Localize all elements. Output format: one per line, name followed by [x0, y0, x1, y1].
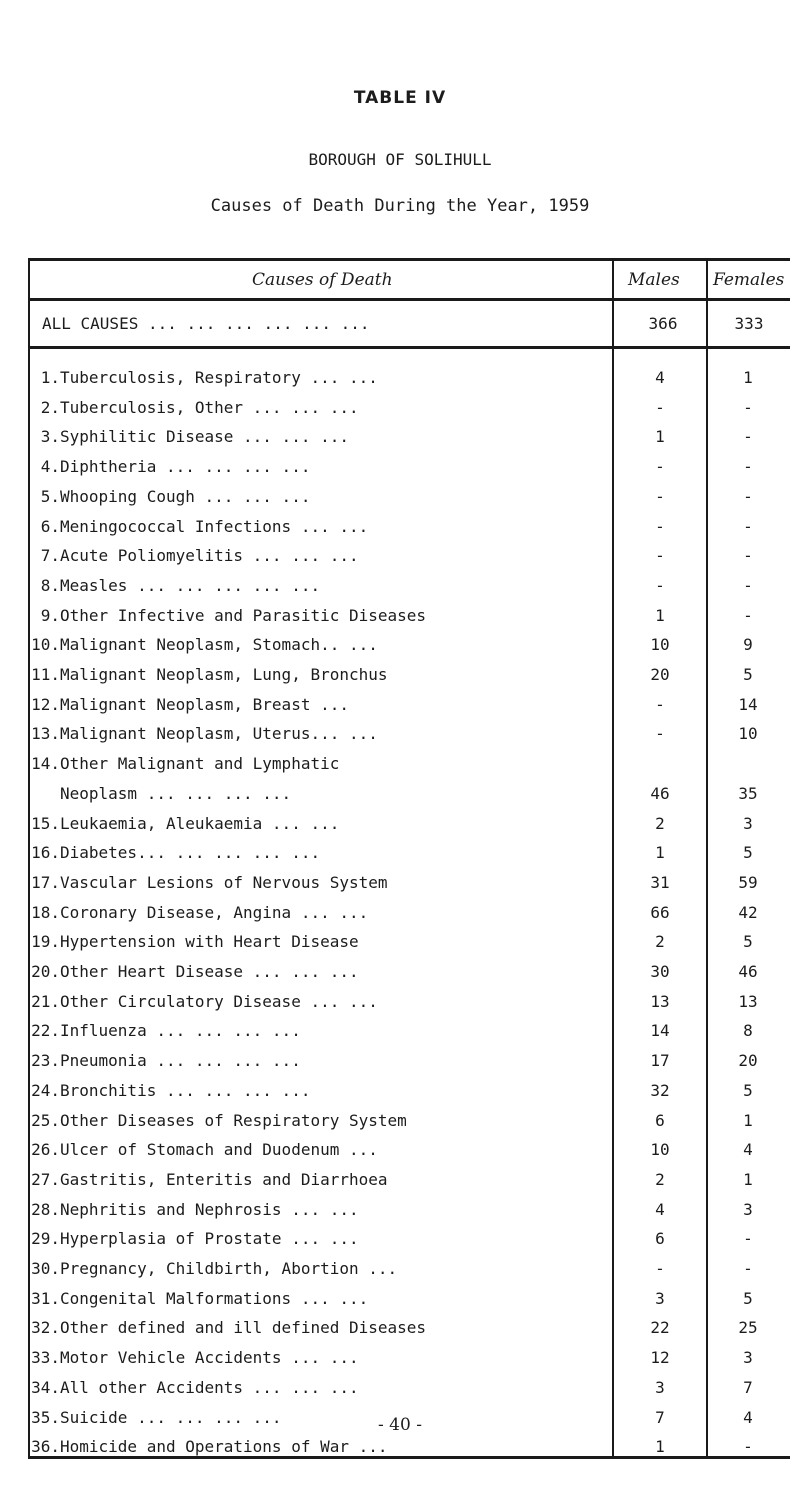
- row-number: 9.: [40, 606, 60, 625]
- row-number: 22.: [31, 1021, 60, 1040]
- females-count: 7: [743, 1378, 753, 1397]
- females-count: 1: [743, 368, 753, 387]
- males-count: 2: [655, 932, 665, 951]
- cause-name: Whooping Cough ... ... ...: [60, 487, 311, 506]
- females-column-divider: [706, 258, 708, 1458]
- cause-name: Hyperplasia of Prostate ... ...: [60, 1229, 359, 1248]
- males-count: 17: [650, 1051, 670, 1070]
- females-count: 4: [743, 1140, 753, 1159]
- row-number: 31.: [31, 1289, 60, 1308]
- row-number: 33.: [31, 1348, 60, 1367]
- row-number: 36.: [31, 1437, 60, 1456]
- all-causes-females: 333: [734, 314, 764, 333]
- row-number: 3.: [40, 427, 60, 446]
- row-number: 29.: [31, 1229, 60, 1248]
- row-number: 19.: [31, 932, 60, 951]
- row-number: 26.: [31, 1140, 60, 1159]
- females-count: 8: [743, 1021, 753, 1040]
- males-count: 12: [650, 1348, 670, 1367]
- cause-name: Tuberculosis, Other ... ... ...: [60, 398, 359, 417]
- cause-name: Tuberculosis, Respiratory ... ...: [60, 368, 378, 387]
- females-count: 5: [743, 1081, 753, 1100]
- males-count: 32: [650, 1081, 670, 1100]
- females-count: 9: [743, 635, 753, 654]
- cause-name: Other Malignant and Lymphatic: [60, 754, 340, 773]
- males-count: 1: [655, 1437, 665, 1456]
- cause-name: Other Circulatory Disease ... ...: [60, 992, 378, 1011]
- cause-name: Suicide ... ... ... ...: [60, 1408, 282, 1427]
- males-count: 2: [655, 814, 665, 833]
- row-number: 12.: [31, 695, 60, 714]
- cause-name: Meningococcal Infections ... ...: [60, 517, 369, 536]
- cause-name: Pregnancy, Childbirth, Abortion ...: [60, 1259, 398, 1278]
- females-count: 1: [743, 1111, 753, 1130]
- males-count: 1: [655, 843, 665, 862]
- header-divider: [28, 298, 790, 301]
- males-count: -: [655, 517, 665, 536]
- females-count: 5: [743, 843, 753, 862]
- cause-name: Influenza ... ... ... ...: [60, 1021, 301, 1040]
- row-number: 23.: [31, 1051, 60, 1070]
- males-count: 4: [655, 368, 665, 387]
- cause-name: Nephritis and Nephrosis ... ...: [60, 1200, 359, 1219]
- row-number: 34.: [31, 1378, 60, 1397]
- cause-name: Bronchitis ... ... ... ...: [60, 1081, 311, 1100]
- females-column-header: Females: [713, 270, 785, 290]
- males-count: -: [655, 576, 665, 595]
- females-count: -: [743, 1229, 753, 1248]
- females-count: 3: [743, 814, 753, 833]
- row-number: 5.: [40, 487, 60, 506]
- males-count: 10: [650, 1140, 670, 1159]
- cause-name: Gastritis, Enteritis and Diarrhoea: [60, 1170, 388, 1189]
- cause-name: Homicide and Operations of War ...: [60, 1437, 388, 1456]
- males-count: 2: [655, 1170, 665, 1189]
- males-count: 10: [650, 635, 670, 654]
- females-count: 46: [738, 962, 758, 981]
- row-number: 8.: [40, 576, 60, 595]
- females-count: 20: [738, 1051, 758, 1070]
- cause-name: Coronary Disease, Angina ... ...: [60, 903, 369, 922]
- cause-name: All other Accidents ... ... ...: [60, 1378, 359, 1397]
- males-count: 30: [650, 962, 670, 981]
- cause-name: Congenital Malformations ... ...: [60, 1289, 369, 1308]
- males-count: -: [655, 1259, 665, 1278]
- males-count: -: [655, 546, 665, 565]
- causes-column-header: Causes of Death: [252, 270, 393, 290]
- females-count: 13: [738, 992, 758, 1011]
- cause-name: Diabetes... ... ... ... ...: [60, 843, 321, 862]
- females-count: -: [743, 427, 753, 446]
- row-number: 14.: [31, 754, 60, 773]
- cause-name: Measles ... ... ... ... ...: [60, 576, 321, 595]
- cause-name: Neoplasm ... ... ... ...: [60, 784, 292, 803]
- males-count: 14: [650, 1021, 670, 1040]
- males-count: -: [655, 457, 665, 476]
- row-number: 35.: [31, 1408, 60, 1427]
- females-count: -: [743, 487, 753, 506]
- table-label: TABLE IV: [353, 88, 447, 108]
- females-count: 35: [738, 784, 758, 803]
- row-number: 15.: [31, 814, 60, 833]
- females-count: -: [743, 1259, 753, 1278]
- cause-name: Hypertension with Heart Disease: [60, 932, 359, 951]
- row-number: 6.: [40, 517, 60, 536]
- row-number: 25.: [31, 1111, 60, 1130]
- cause-name: Syphilitic Disease ... ... ...: [60, 427, 349, 446]
- females-count: 3: [743, 1200, 753, 1219]
- row-number: 28.: [31, 1200, 60, 1219]
- males-count: -: [655, 724, 665, 743]
- females-count: 59: [738, 873, 758, 892]
- row-number: 1.: [40, 368, 60, 387]
- males-count: 3: [655, 1378, 665, 1397]
- males-count: 13: [650, 992, 670, 1011]
- cause-name: Other Diseases of Respiratory System: [60, 1111, 407, 1130]
- females-count: 14: [738, 695, 758, 714]
- females-count: 1: [743, 1170, 753, 1189]
- frame-top-border: [28, 258, 790, 261]
- males-count: 3: [655, 1289, 665, 1308]
- row-number: 17.: [31, 873, 60, 892]
- cause-name: Acute Poliomyelitis ... ... ...: [60, 546, 359, 565]
- row-number: 11.: [31, 665, 60, 684]
- cause-name: Pneumonia ... ... ... ...: [60, 1051, 301, 1070]
- males-count: -: [655, 487, 665, 506]
- cause-name: Malignant Neoplasm, Breast ...: [60, 695, 349, 714]
- cause-name: Vascular Lesions of Nervous System: [60, 873, 388, 892]
- cause-name: Leukaemia, Aleukaemia ... ...: [60, 814, 340, 833]
- males-count: 46: [650, 784, 670, 803]
- males-count: 20: [650, 665, 670, 684]
- females-count: -: [743, 517, 753, 536]
- females-count: 10: [738, 724, 758, 743]
- females-count: -: [743, 398, 753, 417]
- females-count: 5: [743, 932, 753, 951]
- row-number: 4.: [40, 457, 60, 476]
- cause-name: Motor Vehicle Accidents ... ...: [60, 1348, 359, 1367]
- row-number: 24.: [31, 1081, 60, 1100]
- males-count: 22: [650, 1318, 670, 1337]
- females-count: -: [743, 546, 753, 565]
- females-count: 3: [743, 1348, 753, 1367]
- males-count: 6: [655, 1111, 665, 1130]
- cause-name: Other Heart Disease ... ... ...: [60, 962, 359, 981]
- males-count: 66: [650, 903, 670, 922]
- cause-name: Diphtheria ... ... ... ...: [60, 457, 311, 476]
- males-count: 1: [655, 606, 665, 625]
- all-causes-label: ALL CAUSES ... ... ... ... ... ...: [42, 314, 370, 333]
- males-count: 7: [655, 1408, 665, 1427]
- row-number: 2.: [40, 398, 60, 417]
- females-count: 5: [743, 665, 753, 684]
- page-number: - 40 -: [378, 1415, 422, 1435]
- cause-name: Ulcer of Stomach and Duodenum ...: [60, 1140, 378, 1159]
- row-number: 18.: [31, 903, 60, 922]
- females-count: 25: [738, 1318, 758, 1337]
- females-count: 42: [738, 903, 758, 922]
- borough-heading: BOROUGH OF SOLIHULL: [308, 150, 492, 169]
- females-count: -: [743, 1437, 753, 1456]
- females-count: -: [743, 576, 753, 595]
- row-number: 7.: [40, 546, 60, 565]
- total-divider: [28, 346, 790, 349]
- females-count: 4: [743, 1408, 753, 1427]
- row-number: 20.: [31, 962, 60, 981]
- males-column-divider: [612, 258, 614, 1458]
- row-number: 32.: [31, 1318, 60, 1337]
- males-count: -: [655, 398, 665, 417]
- row-number: 13.: [31, 724, 60, 743]
- cause-name: Malignant Neoplasm, Stomach.. ...: [60, 635, 378, 654]
- males-count: -: [655, 695, 665, 714]
- frame-bottom-border: [28, 1456, 790, 1459]
- row-number: 27.: [31, 1170, 60, 1189]
- row-number: 10.: [31, 635, 60, 654]
- females-count: -: [743, 457, 753, 476]
- males-count: 31: [650, 873, 670, 892]
- row-number: 21.: [31, 992, 60, 1011]
- row-number: 16.: [31, 843, 60, 862]
- males-count: 4: [655, 1200, 665, 1219]
- cause-name: Other Infective and Parasitic Diseases: [60, 606, 427, 625]
- cause-name: Malignant Neoplasm, Lung, Bronchus: [60, 665, 388, 684]
- males-count: 1: [655, 427, 665, 446]
- cause-name: Other defined and ill defined Diseases: [60, 1318, 427, 1337]
- females-count: -: [743, 606, 753, 625]
- row-number: 30.: [31, 1259, 60, 1278]
- cause-name: Malignant Neoplasm, Uterus... ...: [60, 724, 378, 743]
- all-causes-males: 366: [648, 314, 678, 333]
- males-count: 6: [655, 1229, 665, 1248]
- males-column-header: Males: [628, 270, 680, 290]
- table-subtitle: Causes of Death During the Year, 1959: [210, 196, 590, 216]
- females-count: 5: [743, 1289, 753, 1308]
